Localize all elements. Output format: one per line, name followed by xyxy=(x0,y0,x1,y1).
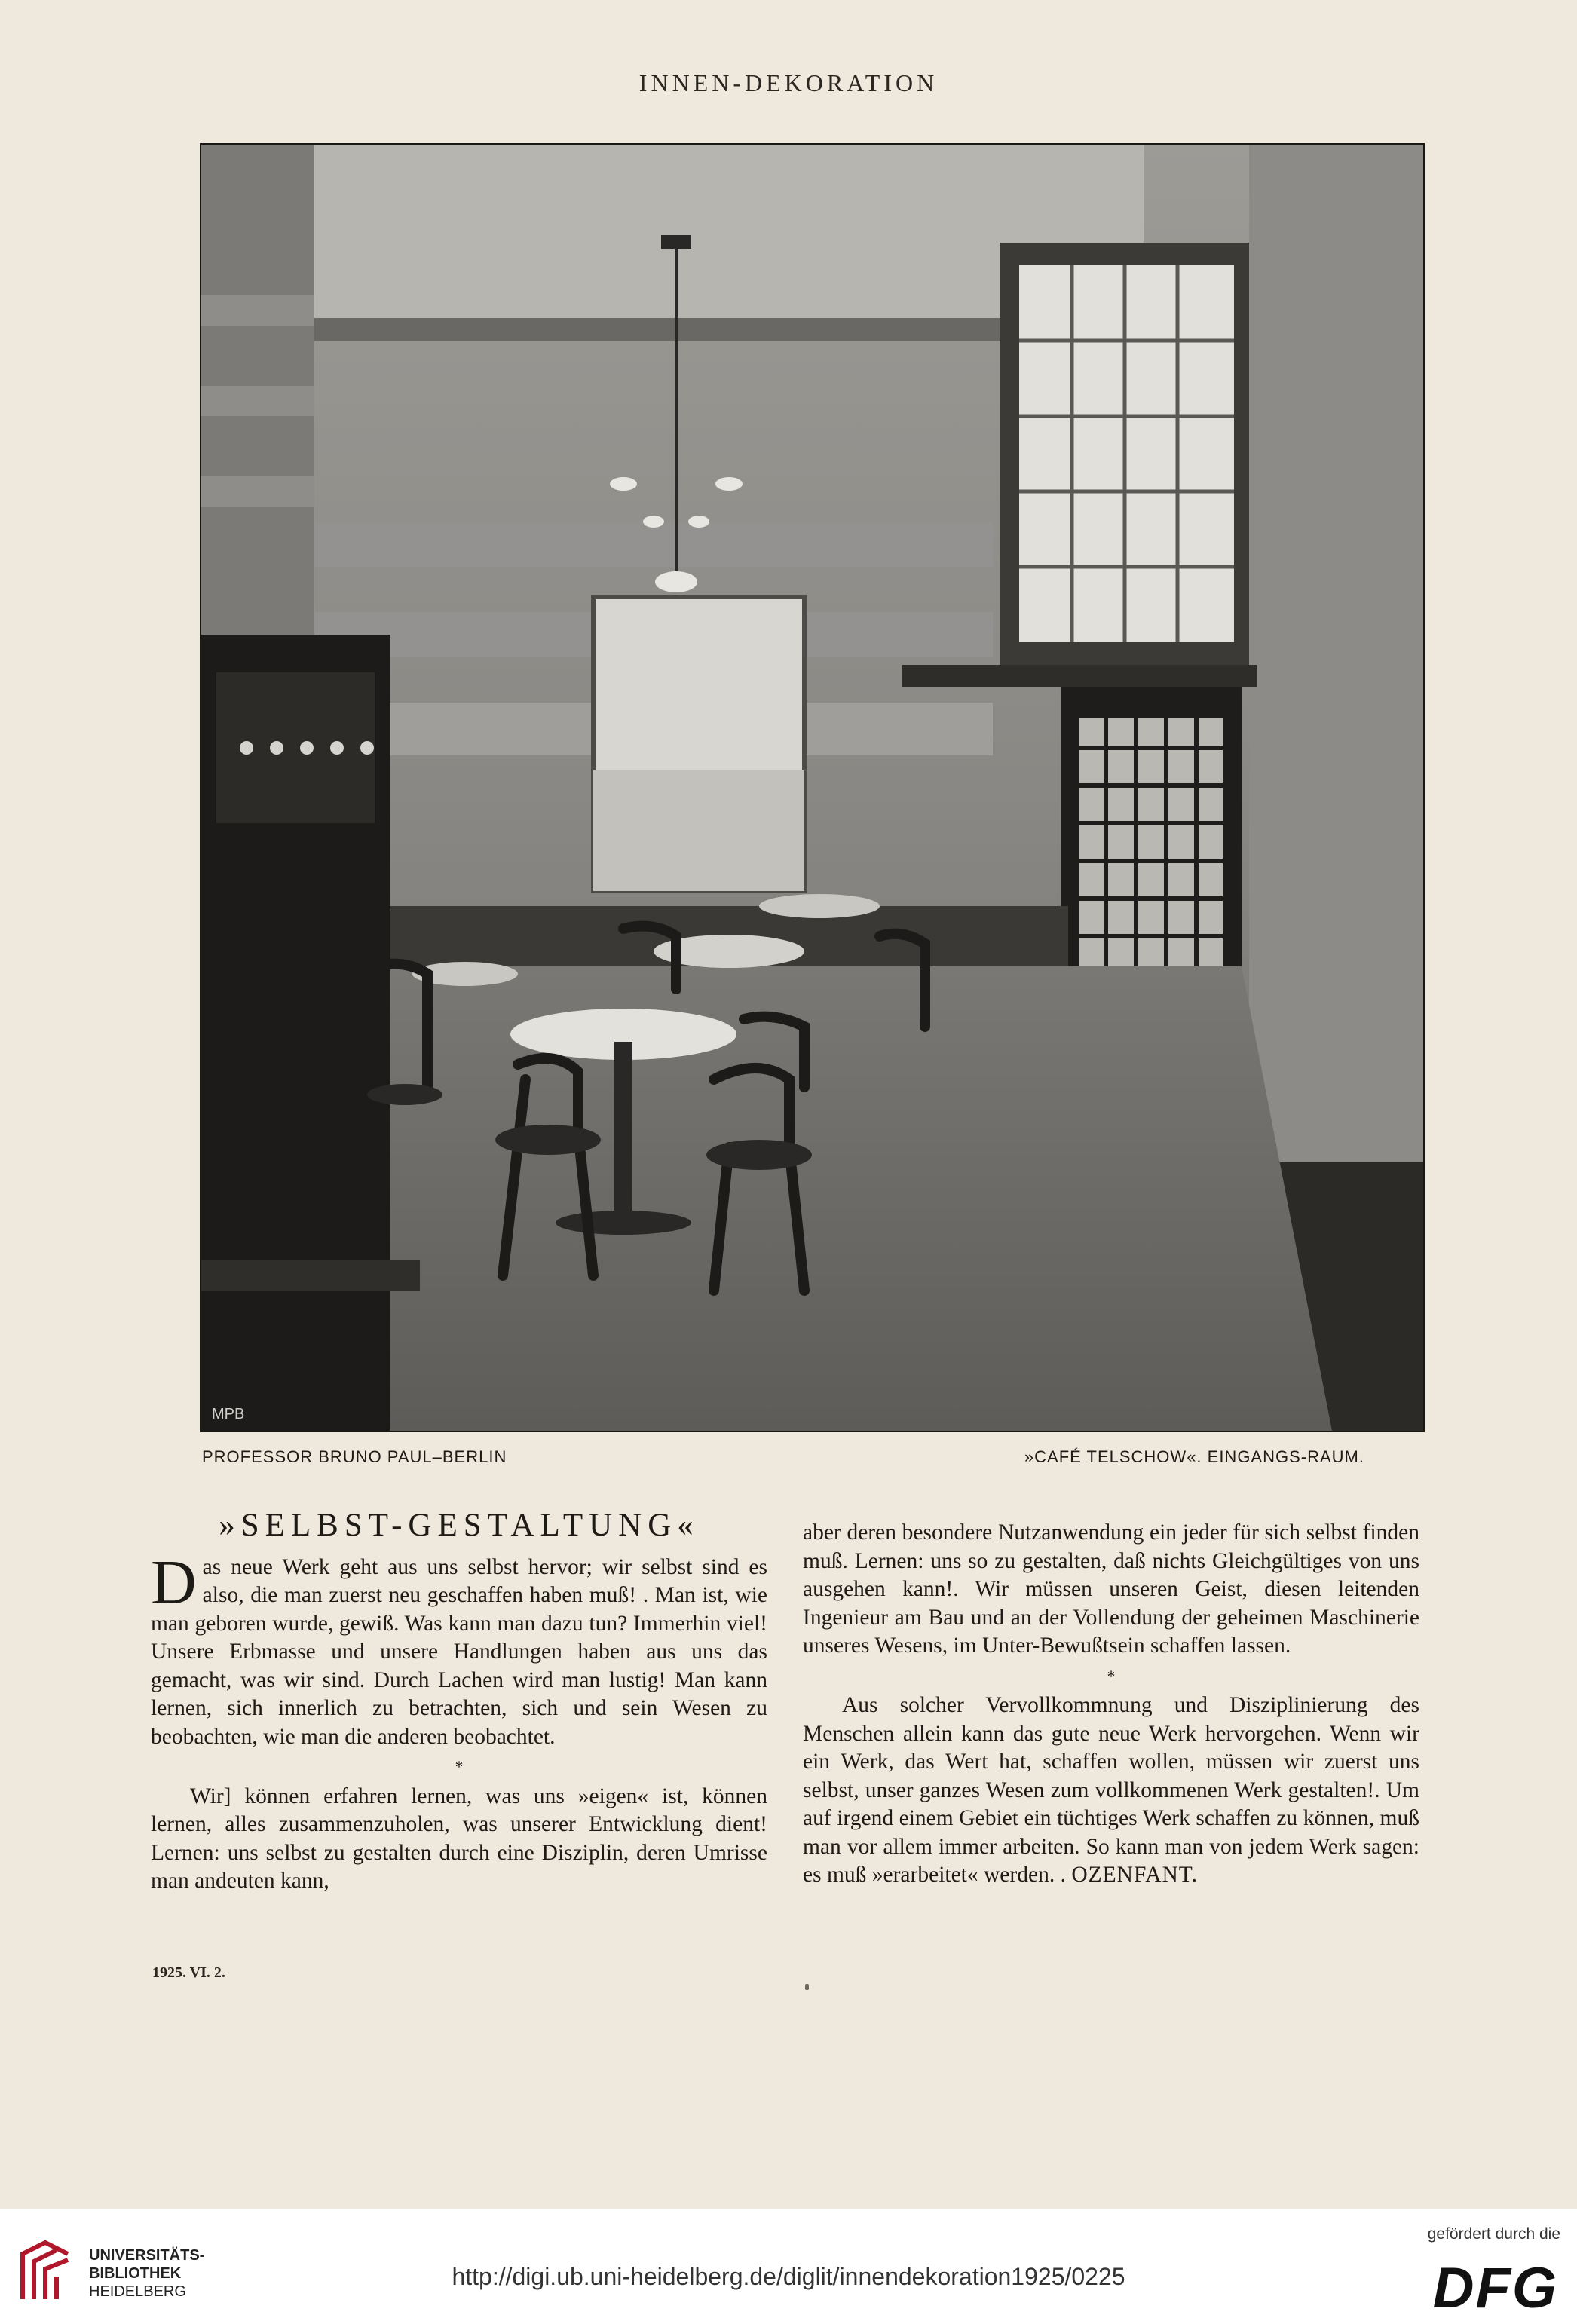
cafe-entrance-photograph xyxy=(200,143,1425,1432)
author-signature: OZENFANT. xyxy=(1071,1863,1199,1887)
permalink-url[interactable]: http://digi.ub.uni-heidelberg.de/diglit/innendekoration1925/0225 xyxy=(452,2263,1125,2290)
photo-caption-architect: PROFESSOR BRUNO PAUL–BERLIN xyxy=(202,1447,507,1466)
paragraph-4-text: Aus solcher Vervollkommnung und Disziplinierung des Menschen allein kann das gute neue Werk hervorgehen. Wenn wir ein Werk, das Wert hat, schaffen wollen, müssen wir zuerst uns selbst, unser ganzes Wesen zum vollkommenen Werk gestalten!. Um auf irgend einem Gebiet ein tüchtiges Werk schaffen zu können, muß man vor allem immer arbeiten. So kann man von jedem Werk sagen: es muß »erarbeitet« werden. . xyxy=(803,1693,1419,1887)
photo-caption-room: »CAFÉ TELSCHOW«. EINGANGS-RAUM. xyxy=(1024,1447,1364,1466)
photo-monogram: MPB xyxy=(212,1406,245,1422)
article-paragraph-4 xyxy=(803,1692,1419,1890)
page-number: 1925. VI. 2. xyxy=(152,1964,225,1981)
paragraph-1-text: as neue Werk geht aus uns selbst hervor; wir selbst sind es also, die man zuerst neu geschaffen haben muß! . Man ist, wie man geboren wurde, gewiß. Was kann man dazu tun? Immerhin viel! Unsere Erbmasse und unsere Handlungen haben aus uns das gemacht, was wir sind. Durch Lachen wird man lustig! Man kann lernen, sich innerlich zu betrachten, sich und sein Wesen zu beobachten, wie man die anderen beobachtet. xyxy=(151,1554,767,1749)
dfg-logo: DFG xyxy=(1432,2256,1558,2320)
article-paragraph-1 xyxy=(151,1547,767,1752)
article-paragraph-2: Wir] können erfahren lernen, was uns »eigen« ist, können lernen, alles zusammenzuholen, was unserer Entwicklung dient! Lernen: uns selbst zu gestalten durch eine Disziplin, deren Umrisse man andeuten kann, xyxy=(151,1784,767,1893)
drop-cap: D xyxy=(151,1547,197,1618)
article-column-left xyxy=(151,1508,767,1896)
paper-speck xyxy=(805,1984,809,1990)
digitization-footer xyxy=(0,2209,1577,2324)
section-star-1: * xyxy=(455,1757,464,1776)
running-head: INNEN-DEKORATION xyxy=(638,69,939,96)
article-paragraph-3: aber deren besondere Nutzanwendung ein jeder für sich selbst finden muß. Lernen: uns so zu gestalten, daß nichts Gleichgültiges von uns ausgehen kann!. Wir müssen unseren Geist, diesen leitenden Ingenieur am Bau und an der Vollendung der geheimen Maschinerie unseres Wesens, im Unter-Bewußtsein schaffen lassen. xyxy=(803,1520,1419,1658)
library-name-line-1: UNIVERSITÄTS- xyxy=(89,2247,205,2264)
library-name-line-2: BIBLIOTHEK xyxy=(89,2265,182,2282)
article-title: »SELBST-GESTALTUNG« xyxy=(219,1508,700,1543)
library-name-line-3: HEIDELBERG xyxy=(89,2283,186,2300)
article-column-right xyxy=(803,1519,1419,1890)
funding-note: gefördert durch die xyxy=(1427,2225,1560,2243)
section-star-2: * xyxy=(1107,1666,1116,1686)
